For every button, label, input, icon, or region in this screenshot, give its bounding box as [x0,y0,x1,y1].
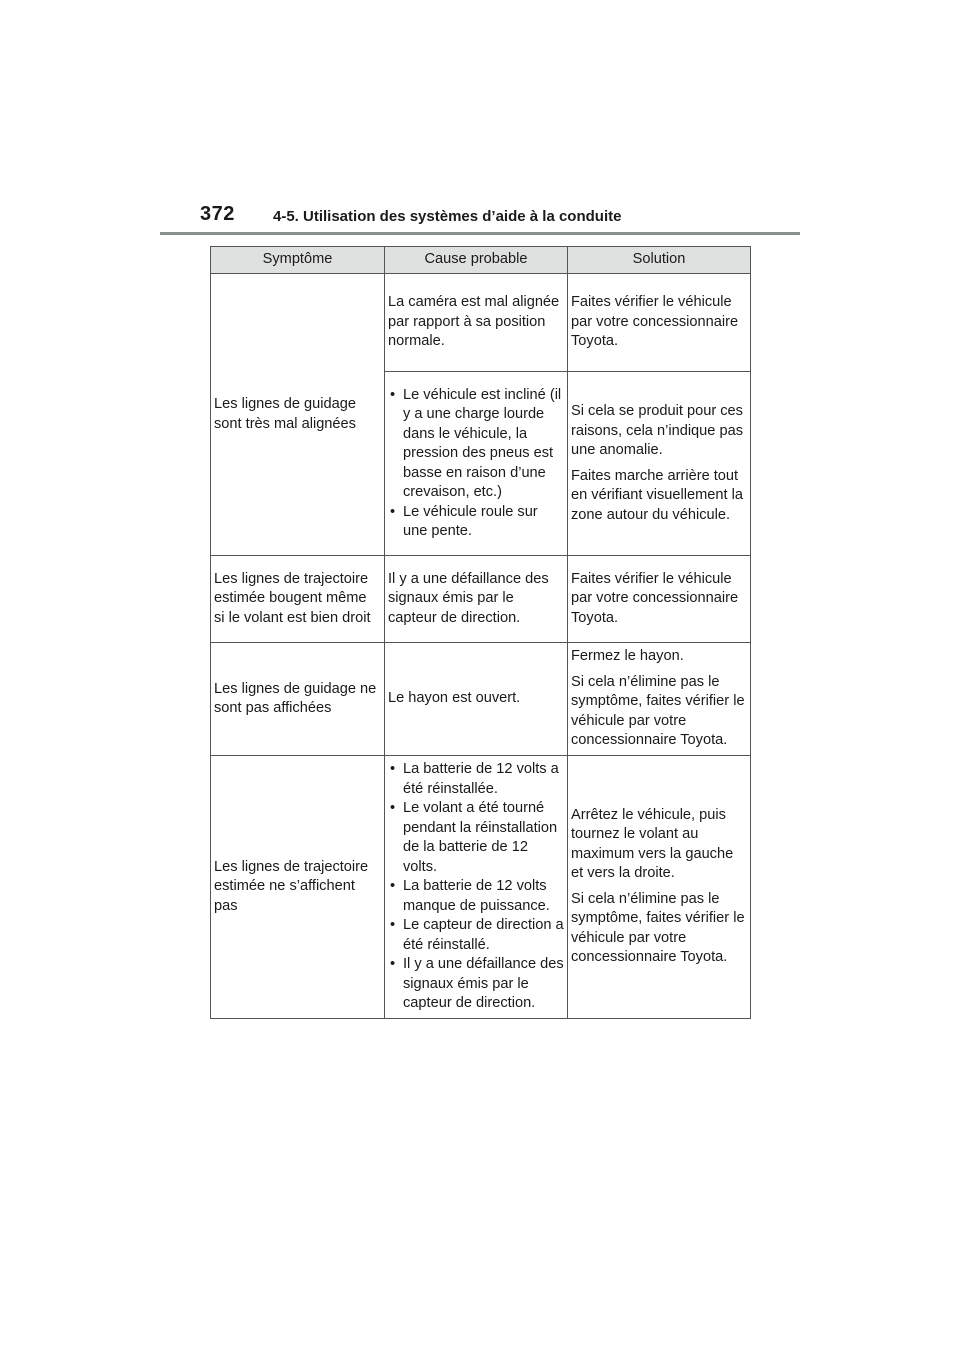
symptom-text: Les lignes de trajectoire estimée ne s’affichent pas [214,858,369,914]
symptom-text: Les lignes de trajectoire estimée bougent même si le volant est bien droit [214,570,371,626]
symptom-cell [211,756,385,1019]
table-row [211,556,751,643]
cause-cell [385,756,568,1019]
section-title: 4-5. Utilisation des systèmes d’aide à la conduite [273,208,622,225]
column-header-solution: Solution [568,247,751,274]
table-header-row [211,247,751,274]
table-row [211,274,751,372]
cause-cell [385,556,568,643]
header-divider [160,232,800,235]
cause-bullet-item: • Le véhicule roule sur une pente. [388,503,564,542]
cause-text: Il y a une défaillance des signaux émis par le capteur de direction. [388,570,549,626]
symptom-cell [211,643,385,756]
cause-cell [385,274,568,372]
solution-text: Si cela se produit pour ces raisons, cela n’indique pas une anomalie. [571,403,743,458]
symptom-text: Les lignes de guidage sont très mal alignées [214,396,356,432]
cause-bullet-item: • La batterie de 12 volts a été réinstallée. [388,760,564,799]
solution-text: Si cela n’élimine pas le symptôme, faites vérifier le véhicule par votre concessionnaire Toyota. [571,890,745,966]
cause-cell [385,643,568,756]
cause-bullet-item: • Le capteur de direction a été réinstallé. [388,916,564,955]
solution-cell [568,372,751,556]
cause-text: La caméra est mal alignée par rapport à sa position normale. [388,294,560,350]
solution-text: Faites marche arrière tout en vérifiant visuellement la zone autour du véhicule. [571,467,743,523]
column-header-symptom: Symptôme [211,247,385,274]
cause-bullet-list [388,386,564,542]
solution-cell [568,274,751,372]
cause-bullet-item: • Le volant a été tourné pendant la réinstallation de la batterie de 12 volts. [388,799,564,877]
solution-text: Si cela n’élimine pas le symptôme, faites vérifier le véhicule par votre concessionnaire Toyota. [571,673,745,749]
cause-bullet-item: • La batterie de 12 volts manque de puissance. [388,877,564,916]
symptom-cell [211,556,385,643]
solution-text: Arrêtez le véhicule, puis tournez le volant au maximum vers la gauche et vers la droite. [571,806,734,882]
solution-text: Faites vérifier le véhicule par votre concessionnaire Toyota. [571,294,739,350]
cause-cell [385,372,568,556]
solution-cell [568,756,751,1019]
cause-bullet-list [388,760,564,1014]
solution-cell [568,556,751,643]
solution-text: Faites vérifier le véhicule par votre concessionnaire Toyota. [571,570,739,626]
symptom-text: Les lignes de guidage ne sont pas affichées [214,680,377,716]
column-header-cause: Cause probable [385,247,568,274]
symptom-cell [211,274,385,556]
table-row [211,643,751,756]
cause-bullet-item: • Le véhicule est incliné (il y a une charge lourde dans le véhicule, la pression des pneus est basse en raison d’une crevaison, etc.) [388,386,564,503]
table-row [211,756,751,1019]
page-number: 372 [200,203,235,225]
cause-bullet-item: • Il y a une défaillance des signaux émis par le capteur de direction. [388,955,564,1014]
symptom-table [210,246,751,1019]
cause-text: Le hayon est ouvert. [388,690,521,707]
solution-cell [568,643,751,756]
solution-text: Fermez le hayon. [571,648,684,665]
